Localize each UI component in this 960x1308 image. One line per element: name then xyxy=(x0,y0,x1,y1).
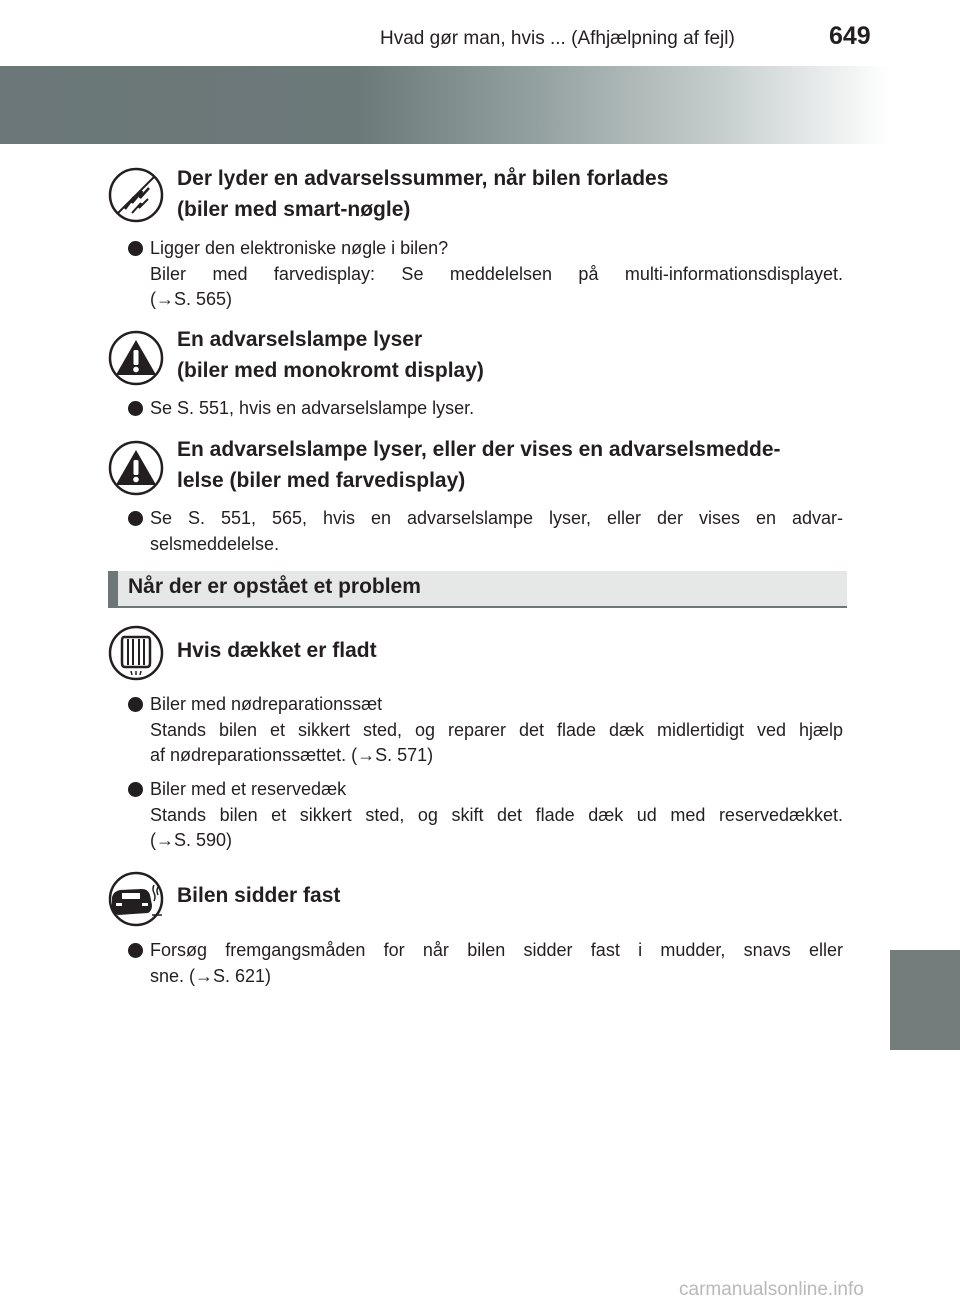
warning-triangle-icon xyxy=(108,440,164,496)
bullet-dot xyxy=(128,782,143,797)
page-number: 649 xyxy=(829,22,871,50)
bullet-item xyxy=(128,938,843,989)
bullet-line: Biler med nødreparationssæt xyxy=(150,694,383,714)
heading-flat-tire xyxy=(177,635,377,666)
buzzer-warning-icon xyxy=(108,167,164,223)
section-heading-text: Når der er opstået et problem xyxy=(128,575,421,598)
heading-line: En advarselslampe lyser, eller der vises en advarselsmedde- xyxy=(177,438,781,461)
bullet-dot xyxy=(128,241,143,256)
bullet-line: Biler med farvedisplay: Se meddelelsen på multi-informationsdisplayet. xyxy=(150,263,843,284)
bullet-item xyxy=(128,692,843,769)
bullet-item xyxy=(128,777,843,854)
heading-line: Der lyder en advarselssummer, når bilen forlades xyxy=(177,167,669,190)
page-reference: sne. (→S. 621) xyxy=(150,965,272,986)
bullet-item xyxy=(128,506,843,557)
header-gradient-bar xyxy=(0,66,890,144)
bullet-line: Stands bilen et sikkert sted, og skift det flade dæk ud med reservedækket. xyxy=(150,804,843,825)
bullet-dot xyxy=(128,943,143,958)
bullet-line: Se S. 551, 565, hvis en advarselslampe lyser, eller der vises en advar- xyxy=(150,508,843,528)
warning-triangle-icon xyxy=(108,330,164,386)
heading-line: En advarselslampe lyser xyxy=(177,328,423,351)
heading-stuck xyxy=(177,880,340,911)
flat-tire-icon xyxy=(108,625,164,681)
chapter-side-tab xyxy=(890,950,960,1050)
heading-line: (biler med smart-nøgle) xyxy=(177,198,411,221)
stuck-car-icon xyxy=(108,871,164,927)
running-header-title: Hvad gør man, hvis ... (Afhjælpning af fejl) xyxy=(380,28,735,49)
heading-line: lelse (biler med farvedisplay) xyxy=(177,469,466,492)
bullet-dot xyxy=(128,401,143,416)
heading-line: (biler med monokromt display) xyxy=(177,359,484,382)
bullet-line: af nødreparationssættet. (→S. 571) xyxy=(150,745,434,765)
bullet-line: Se S. 551, hvis en advarselslampe lyser. xyxy=(150,398,475,418)
bullet-line: Biler med et reservedæk xyxy=(150,779,347,799)
heading-lamp-color xyxy=(177,434,781,496)
heading-line: Bilen sidder fast xyxy=(177,884,341,907)
bullet-line: Ligger den elektroniske nøgle i bilen? xyxy=(150,238,449,258)
bullet-line: Stands bilen et sikkert sted, og reparer det flade dæk midlertidigt ved hjælp xyxy=(150,719,843,740)
bullet-dot xyxy=(128,697,143,712)
bullet-dot xyxy=(128,511,143,526)
heading-line: Hvis dækket er fladt xyxy=(177,639,377,662)
page-reference: (→S. 590) xyxy=(150,830,233,850)
bullet-item xyxy=(128,396,843,422)
bullet-line: selsmeddelelse. xyxy=(150,533,280,554)
section-heading-bar xyxy=(108,571,847,608)
page-reference: (→S. 565) xyxy=(150,289,233,309)
heading-buzzer xyxy=(177,163,668,225)
bullet-line: Forsøg fremgangsmåden for når bilen sidder fast i mudder, snavs eller xyxy=(150,940,843,960)
bullet-item xyxy=(128,236,843,313)
heading-lamp-mono xyxy=(177,324,484,386)
watermark: carmanualsonline.info xyxy=(679,1279,864,1300)
